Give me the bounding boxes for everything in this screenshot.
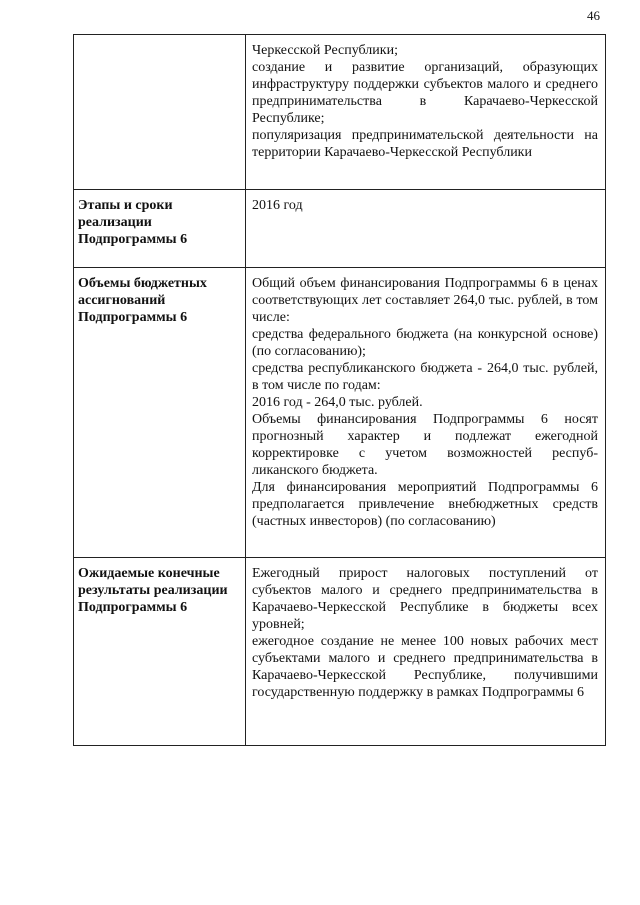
table-row	[74, 268, 606, 558]
row-label	[74, 190, 246, 268]
table-row	[74, 35, 606, 190]
paragraph: 2016 год - 264,0 тыс. рублей.	[252, 395, 423, 410]
paragraph: 2016 год	[252, 198, 303, 213]
paragraph: Черкесской Республики;	[252, 43, 398, 58]
table-row	[74, 558, 606, 746]
budget-label: Объемы бюджетных ассигнований Подпрограммы 6	[78, 276, 207, 325]
paragraph: ежегодное создание не менее 100 новых рабочих мест субъектами малого и среднего предпринимательства в Карачаево-Черкесской Республике, получившими государственную поддержку в рамках Подпрограммы 6	[252, 634, 598, 700]
stages-label: Этапы и сроки реализации Подпрограммы 6	[78, 198, 188, 247]
page-number: 46	[587, 8, 600, 23]
row-value	[246, 190, 606, 268]
paragraph: популяризация предпринимательской деятельности на территории Карачаево-Черкесской Республики	[252, 128, 598, 160]
table-row	[74, 190, 606, 268]
row-value	[246, 558, 606, 746]
passport-table	[73, 34, 606, 746]
paragraph: Объемы финансирования Подпрограммы 6 носят прогнозный характер и подлежат ежегодной корректировке с учетом возможностей респуб-ликанского бюджета.	[252, 412, 598, 478]
row-value	[246, 35, 606, 190]
results-label: Ожидаемые конечные результаты реализации Подпрограммы 6	[78, 566, 228, 615]
row-label	[74, 35, 246, 190]
row-label	[74, 268, 246, 558]
row-label	[74, 558, 246, 746]
paragraph: Для финансирования мероприятий Подпрограммы 6 предполагается привлечение внебюджетных средств (частных инвесторов) (по согласованию)	[252, 480, 598, 529]
paragraph: создание и развитие организаций, образующих инфраструктуру поддержки субъектов малого и среднего предпринимательства в Карачаево-Черкесской Республике;	[252, 60, 598, 126]
paragraph: Ежегодный прирост налоговых поступлений от субъектов малого и среднего предпринимательства в Карачаево-Черкесской Республике в бюджеты всех уровней;	[252, 566, 598, 632]
row-value	[246, 268, 606, 558]
paragraph: Общий объем финансирования Подпрограммы 6 в ценах соответствующих лет составляет 264,0 тыс. рублей, в том числе:	[252, 276, 598, 325]
paragraph: средства республиканского бюджета - 264,0 тыс. рублей, в том числе по годам:	[252, 361, 598, 393]
paragraph: средства федерального бюджета (на конкурсной основе) (по согласованию);	[252, 327, 598, 359]
